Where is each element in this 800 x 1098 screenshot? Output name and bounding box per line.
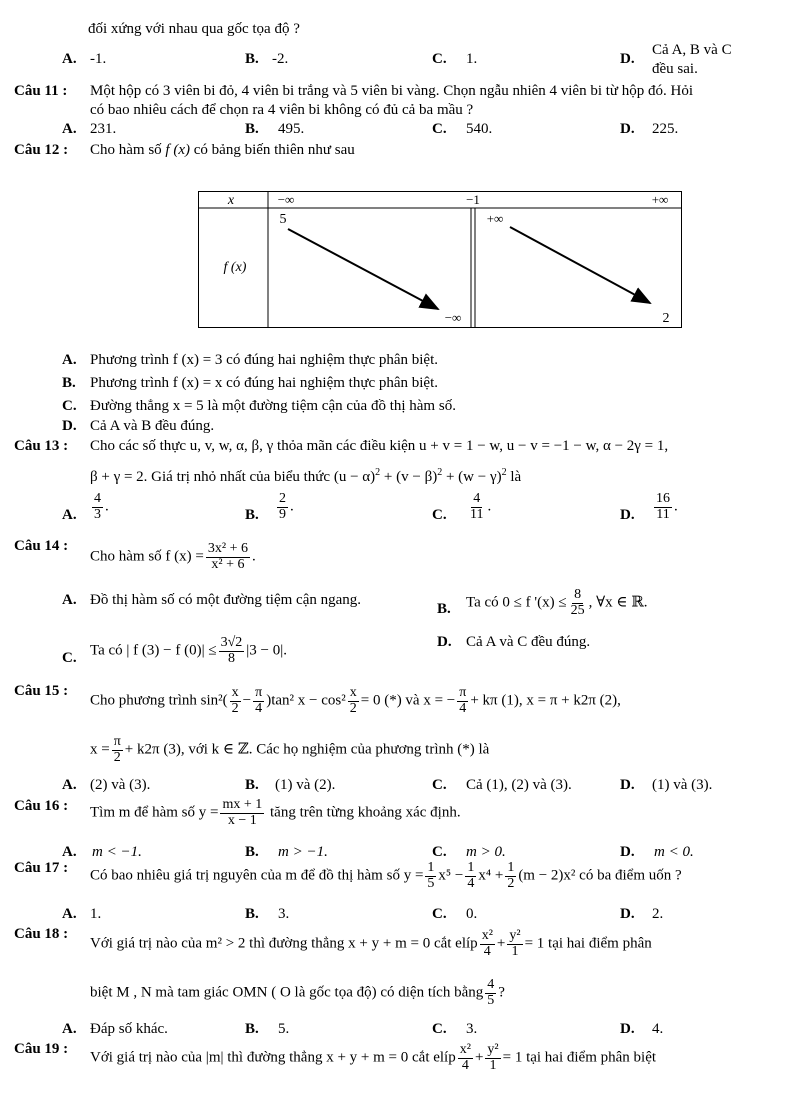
q11-text-line2: có bao nhiêu cách để chọn ra 4 viên bi không có đủ cả ba mầu ? (90, 102, 474, 118)
option-label: B. (245, 121, 259, 137)
q16-text: Tìm m để hàm số y = $\frac{mx + 1}{x - 1}$ tăng trên từng khoảng xác định. (90, 797, 461, 828)
q14-option-b: Ta có 0 ≤ f '(x) ≤ $\frac{8}{25}$ , ∀x ∈ ℝ. (466, 587, 648, 618)
option-label: B. (437, 601, 451, 617)
q16-option-d: m < 0. (654, 844, 694, 860)
option-label: D. (620, 121, 635, 137)
q11-label: Câu 11 : (14, 83, 68, 99)
q10-option-b: -2. (272, 51, 289, 67)
table-fx-label: f (x) (223, 260, 247, 275)
decreasing-arrow-right (510, 227, 650, 303)
option-label: D. (620, 844, 635, 860)
option-label: C. (432, 121, 447, 137)
q13-option-a: $\frac{4}{3}$ . (94, 491, 109, 522)
q15-option-d: (1) và (3). (652, 777, 713, 793)
q14-text: Cho hàm số f (x) = $\frac{\text{3x² + 6}}{\text{x² + 6}}$ . (90, 541, 256, 572)
q11-text-line1: Một hộp có 3 viên bi đỏ, 4 viên bi trắng và 5 viên bi vàng. Chọn ngẫu nhiên 4 viên bi từ hộp đó. Hỏi (90, 83, 694, 99)
q12-text: Cho hàm số f (x) có bảng biến thiên như sau (90, 142, 355, 158)
option-label: B. (245, 844, 259, 860)
q13-label: Câu 13 : (14, 438, 69, 454)
q11-option-c: 540. (466, 121, 493, 137)
q10-option-a: -1. (90, 51, 107, 67)
q18-option-d: 4. (652, 1021, 664, 1037)
option-label: D. (620, 1021, 635, 1037)
q18-text-line2: biệt M , N mà tam giác OMN ( O là gốc tọa độ) có diện tích bằng $\frac{4}{5}$ ? (90, 977, 505, 1008)
option-label: B. (245, 507, 259, 523)
table-x-label: x (227, 193, 235, 208)
option-label: A. (62, 121, 77, 137)
option-label: D. (437, 634, 452, 650)
table-border (199, 192, 682, 328)
option-label: C. (62, 398, 77, 414)
option-label: C. (432, 844, 447, 860)
q12-label: Câu 12 : (14, 142, 69, 158)
q15-text-line2: x = $\frac{\pi}{2}$ + k2π (3), với k ∈ ℤ. Các họ nghiệm của phương trình (*) là (90, 734, 490, 765)
table-x-neg-inf: −∞ (277, 192, 295, 207)
q13-text-line2: β + γ = 2. Giá trị nhỏ nhất của biểu thức $(u - \alpha)^2 + (v - \beta)^2 + (w - \gamma)^2$ là (90, 467, 522, 485)
option-label: A. (62, 352, 77, 368)
option-label: A. (62, 777, 77, 793)
q16-label: Câu 16 : (14, 798, 69, 814)
q18-text-line1: Với giá trị nào của m² > 2 thì đường thẳng x + y + m = 0 cắt elíp $\frac{\text{x²}}{4}$ + $\frac{\text{y²}}{1}$ = 1 tại hai điểm phân (90, 928, 652, 959)
q10-option-d-line1: Cả A, B và C (652, 42, 732, 58)
q16-option-a: m < −1. (92, 844, 142, 860)
option-label: D. (620, 906, 635, 922)
q16-option-c: m > 0. (466, 844, 506, 860)
variation-table (198, 191, 682, 328)
q12-option-a: Phương trình f (x) = 3 có đúng hai nghiệm thực phân biệt. (90, 352, 439, 368)
q15-option-a: (2) và (3). (90, 777, 151, 793)
option-label: A. (62, 844, 77, 860)
table-value-neg-inf: −∞ (444, 310, 462, 325)
q15-option-b: (1) và (2). (275, 777, 336, 793)
q17-text: Có bao nhiêu giá trị nguyên của m để đồ thị hàm số y = $\frac{1}{5}$ x⁵ − $\frac{1}{4}$ x⁴ + $\frac{1}{2}$ (m − 2)x² có ba điểm uốn ? (90, 860, 682, 891)
option-label: A. (62, 592, 77, 608)
option-label: D. (62, 418, 77, 434)
q15-option-c: Cả (1), (2) và (3). (466, 777, 572, 793)
q17-option-b: 3. (278, 906, 290, 922)
q12-option-d: Cả A và B đều đúng. (90, 418, 215, 434)
option-label: C. (432, 906, 447, 922)
q17-label: Câu 17 : (14, 860, 69, 876)
q14-option-c: Ta có | f (3) − f (0)| ≤ $\frac{3√2}{8}$ |3 − 0|. (90, 635, 288, 666)
option-label: A. (62, 51, 77, 67)
q12-option-b: Phương trình f (x) = x có đúng hai nghiệm thực phân biệt. (90, 375, 439, 391)
q14-option-d: Cả A và C đều đúng. (466, 634, 591, 650)
option-label: D. (620, 777, 635, 793)
q15-text-line1: Cho phương trình sin²( $\frac{x}{2}$ − $\frac{\pi}{4}$ )tan² x − cos² $\frac{x}{2}$ = 0 (*) và x = − $\frac{\pi}{4}$ + kπ (1), x = π + k2π (2), (90, 685, 621, 716)
q12-option-c: Đường thẳng x = 5 là một đường tiệm cận của đồ thị hàm số. (90, 398, 456, 414)
table-value-2: 2 (662, 311, 670, 326)
option-label: C. (432, 51, 447, 67)
q17-option-c: 0. (466, 906, 478, 922)
option-label: B. (245, 1021, 259, 1037)
table-x-pos-inf: +∞ (651, 192, 669, 207)
q13-option-b: $\frac{2}{9}$ . (279, 491, 294, 522)
q14-label: Câu 14 : (14, 538, 69, 554)
option-label: B. (245, 906, 259, 922)
option-label: A. (62, 906, 77, 922)
q13-text-line1: Cho các số thực u, v, w, α, β, γ thỏa mãn các điều kiện u + v = 1 − w, u − v = −1 − w, α − 2γ = 1, (90, 438, 669, 454)
q14-option-a: Đồ thị hàm số có một đường tiệm cận ngang. (90, 592, 362, 608)
q13-option-c: $\frac{4}{11}$ . (470, 491, 492, 522)
option-label: A. (62, 1021, 77, 1037)
option-label: B. (245, 777, 259, 793)
intro-line: đối xứng với nhau qua gốc tọa độ ? (88, 21, 300, 37)
q15-label: Câu 15 : (14, 683, 69, 699)
q19-text: Với giá trị nào của |m| thì đường thẳng x + y + m = 0 cắt elíp $\frac{\text{x²}}{4}$ + $\frac{\text{y²}}{1}$ = 1 tại hai điểm phân biệt (90, 1042, 657, 1073)
q18-option-b: 5. (278, 1021, 290, 1037)
q19-label: Câu 19 : (14, 1041, 69, 1057)
option-label: D. (620, 507, 635, 523)
table-x-mid: −1 (466, 192, 480, 207)
option-label: D. (620, 51, 635, 67)
option-label: C. (432, 1021, 447, 1037)
option-label: B. (245, 51, 259, 67)
q17-option-a: 1. (90, 906, 102, 922)
q10-option-c: 1. (466, 51, 478, 67)
option-label: B. (62, 375, 76, 391)
q16-option-b: m > −1. (278, 844, 328, 860)
table-value-5: 5 (279, 212, 287, 227)
q17-option-d: 2. (652, 906, 664, 922)
q18-option-a: Đáp số khác. (90, 1021, 168, 1037)
option-label: C. (432, 507, 447, 523)
option-label: C. (432, 777, 447, 793)
q11-option-a: 231. (90, 121, 117, 137)
q10-option-d-line2: đều sai. (652, 61, 698, 77)
q13-option-d: $\frac{16}{11}$ . (656, 491, 678, 522)
q18-label: Câu 18 : (14, 926, 69, 942)
option-label: C. (62, 650, 77, 666)
q11-option-d: 225. (652, 121, 679, 137)
option-label: A. (62, 507, 77, 523)
q18-option-c: 3. (466, 1021, 478, 1037)
table-value-pos-inf: +∞ (486, 211, 504, 226)
q11-option-b: 495. (278, 121, 305, 137)
decreasing-arrow-left (288, 229, 438, 309)
